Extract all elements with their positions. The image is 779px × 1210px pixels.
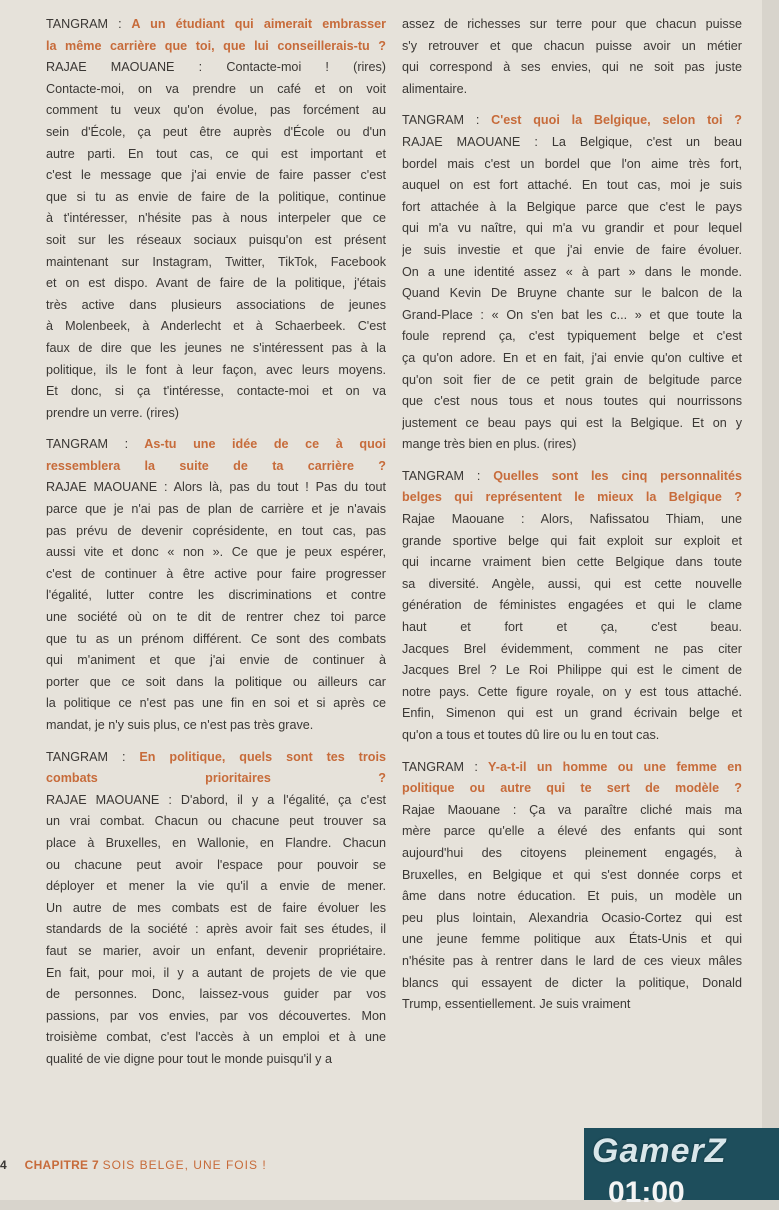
text-line [402,262,742,284]
interview-answer [402,14,742,100]
line-text: c'est le message que j'ai envie de faire passer c'est [46,168,386,183]
line-text: c'est de continuer à être active pour faire progresser [46,566,386,581]
text-line [402,682,742,704]
text-line [402,197,742,219]
text-line [402,413,742,435]
text-line [46,542,386,564]
text-line [46,747,386,769]
line-text: faux de dire que les jeunes ne s'intéressent pas à la [46,340,386,355]
line-text: une jeune femme politique aux États-Unis et qui [402,932,742,947]
text-line [402,132,742,154]
text-line [402,348,742,370]
line-text: place à Bruxelles, en Wallonie, en Flandre. Chacun [46,835,386,850]
text-line [402,821,742,843]
line-text: peu plus lointain, Alexandria Ocasio-Cortez qui est [402,910,742,925]
line-text: que c'est nous tous et nous toutes qui nourrissons [402,394,742,409]
line-text: qui incarne vraiment bien cette Belgique dans toute [402,555,742,570]
line-text: soit sur les réseaux sociaux puisqu'on est présent [46,232,386,247]
line-text: grande sportive belge qui fait exploit sur exploit et [402,533,742,548]
line-text: Enfin, Simenon qui est un grand écrivain belge et [402,706,742,721]
text-line [46,650,386,672]
line-text: politique ou autre qui te sert de modèle ? [402,781,742,796]
line-text: parce que je n'ai pas de plan de carrière et je n'avais [46,502,386,517]
line-text: génération de féministes engagées et qui le clame [402,598,742,613]
question-text: En politique, quels sont tes trois [125,749,386,764]
line-text: assez de richesses sur terre pour que chacun puisse [402,17,742,31]
text-line [46,876,386,898]
line-text: je suis investie et que j'ai envie de faire évoluer. [402,242,742,257]
interview-answer [402,800,742,1016]
line-text: maintenant sur Instagram, Twitter, TikTok, Facebook [46,254,386,269]
text-line [46,338,386,360]
text-line [46,768,386,790]
text-line [46,941,386,963]
line-text: qui m'a vu naître, qui m'a vu grandir et pour lequel [402,221,742,236]
interview-question [402,110,742,132]
text-line [402,14,742,36]
text-line [402,660,742,682]
text-line [402,218,742,240]
line-text: un vrai combat. Chacun ou chacune peut trouver sa [46,814,386,829]
text-line [46,273,386,295]
text-line [402,800,742,822]
left-column [46,14,386,1071]
text-line [402,725,742,747]
text-line [46,564,386,586]
line-text: belges qui représentent le mieux la Belgique ? [402,490,742,505]
line-text: passions, par vos envies, par vos découvertes. Mon [46,1008,386,1023]
text-line [402,973,742,995]
page-footer [0,1158,267,1178]
line-text: pas prévu de devenir coprésidente, en tout cas, pas [46,523,386,538]
text-line [46,898,386,920]
speaker-label: TANGRAM : [402,113,480,128]
line-text: fort attachée à la Belgique parce que c'est le pays [402,199,742,214]
interview-question [46,747,386,790]
interview-answer [46,790,386,1071]
line-text: très active dans plusieurs associations de jeunes [46,297,386,312]
text-line [402,370,742,392]
line-text: Quand Kevin De Bruyne chante sur le balcon de la [402,286,742,301]
line-text: notre pays. Cette figure royale, on y est tous attaché. [402,684,742,699]
line-text: ou chacune peut avoir l'espace pour pouvoir se [46,857,386,872]
text-line [46,165,386,187]
line-text: En fait, pour moi, il y a autant de projets de vie que [46,965,386,980]
text-line [402,865,742,887]
line-text: Bruxelles, en Belgique et qui s'est donnée corps et [402,867,742,882]
text-line [46,963,386,985]
line-text: auquel on est fort attaché. En tout cas, moi je suis [402,178,742,193]
text-line [46,693,386,715]
line-text: RAJAE MAOUANE : Alors là, pas du tout ! Pas du tout [46,480,386,495]
text-line [402,509,742,531]
line-text: Jacques Brel ? Le Roi Philippe qui est le ciment de [402,663,742,678]
line-text: aussi vite et donc « non ». Ce que je peux espérer, [46,545,386,560]
line-text: On a une identité assez « à part » dans le monde. [402,264,742,279]
question-text: A un étudiant qui aimerait embrasser [121,17,386,31]
line-text: qu'on soit fier de ce petit grain de belgitude parce [402,372,742,387]
line-text: sein d'École, ça peut être auprès d'École ou d'un [46,124,386,139]
interview-question [46,14,386,57]
interview-answer [46,477,386,736]
text-line [46,79,386,101]
line-text: bordel mais c'est un bordel que l'on aime très fort, [402,156,742,171]
text-line [402,595,742,617]
line-text: Rajae Maouane : Alors, Nafissatou Thiam, une [402,512,742,527]
line-text: Un autre de mes combats est de faire évoluer les [46,900,386,915]
text-line [46,36,386,58]
line-text: Contacte-moi, on va prendre un café et on voit [46,81,386,96]
text-line [46,381,386,403]
text-line [46,499,386,521]
line-text: à t'intéresser, n'hésite pas à nous interpeler que ce [46,211,386,226]
text-line [46,1049,386,1071]
text-line [46,252,386,274]
line-text: qui m'animent et que j'ai envie de continuer à [46,653,386,668]
text-line [402,574,742,596]
line-text: mandat, je n'y suis plus, ce n'est pas très grave. [46,718,314,732]
line-text: mange très bien en plus. (rires) [402,437,577,452]
interview-question [402,466,742,509]
line-text: ça qu'on adore. En et en fait, j'ai envie qu'on cultive et [402,350,742,365]
line-text: haut et fort et ça, c'est beau. [402,620,742,635]
text-line [402,886,742,908]
question-text: Y-a-t-il un homme ou une femme en [477,759,742,774]
line-text: autre parti. En tout cas, ce qui est important et [46,146,386,161]
text-line [46,855,386,877]
line-text: politique, ils le font à leur façon, avec leurs moyens. [46,362,386,377]
text-line [402,434,742,456]
text-line [46,187,386,209]
text-line [402,466,742,488]
text-line [402,778,742,800]
text-line [46,295,386,317]
line-text: combats prioritaires ? [46,771,386,786]
text-line [402,57,742,79]
text-line [402,951,742,973]
chapter-subtitle: SOIS BELGE, UNE FOIS ! [102,1158,267,1172]
line-text: âme dans notre éducation. Et puis, un modèle un [402,889,742,904]
text-line [402,487,742,509]
line-text: porter que ce soit dans la politique ou ailleurs car [46,674,386,689]
line-text: de personnes. Donc, laissez-vous guider par vos [46,987,386,1002]
line-text: mère parce qu'elle a élevé des enfants qui sont [402,824,742,839]
text-line [402,154,742,176]
text-line [46,629,386,651]
text-line [46,1006,386,1028]
line-text: la politique ce n'est pas une fin en soi et si après ce [46,696,386,711]
line-text: Rajae Maouane : Ça va paraître cliché mais ma [402,802,742,817]
text-line [402,36,742,58]
text-line [402,531,742,553]
watermark-clock: 01:00 [608,1176,685,1209]
text-line [46,811,386,833]
line-text: RAJAE MAOUANE : Contacte-moi ! (rires) [46,60,386,75]
speaker-label: TANGRAM : [46,437,129,452]
speaker-label: TANGRAM : [402,759,478,774]
text-line [46,607,386,629]
line-text: déployer et mener la vie qu'il a envie de mener. [46,879,386,894]
text-line [46,477,386,499]
line-text: n'hésite pas à rentrer dans le lard de ces vieux mâles [402,953,742,968]
watermark-overlay [584,1128,779,1209]
text-line [402,110,742,132]
text-line [402,617,742,639]
speaker-label: TANGRAM : [46,17,122,31]
text-line [46,456,386,478]
line-text: Et donc, si ça t'intéresse, contacte-moi et on va [46,384,386,399]
line-text: qui correspond à ses envies, qui ne soit pas juste [402,60,742,75]
chapter-label: CHAPITRE 7 [24,1158,99,1172]
text-line [46,100,386,122]
line-text: aujourd'hui des citoyens pleinement engagés, à [402,845,742,860]
line-text: que tu as un prénom différent. Ce sont des combats [46,631,386,646]
speaker-label: TANGRAM : [46,749,126,764]
line-text: que si tu as envie de faire de la politique, continue [46,189,386,204]
line-text: qu'on a tous et toutes dû lire ou lu en tout cas. [402,728,660,742]
line-text: RAJAE MAOUANE : La Belgique, c'est un beau [402,134,742,149]
line-text: justement ce beau pays qui est la Belgique. Et on y [402,415,742,430]
text-line [46,434,386,456]
line-text: prendre un verre. (rires) [46,405,179,420]
text-line [46,230,386,252]
line-text: troisième combat, c'est l'accès à un emploi et à une [46,1030,386,1045]
text-line [402,703,742,725]
text-line [46,919,386,941]
text-line [46,14,386,36]
line-text: Trump, essentiellement. Je suis vraiment [402,997,631,1012]
question-text: Quelles sont les cinq personnalités [480,468,742,483]
text-line [46,715,386,737]
text-line [402,994,742,1016]
text-line [46,360,386,382]
line-text: sa diversité. Angèle, aussi, qui est cette nouvelle [402,576,742,591]
line-text: la même carrière que toi, que lui conseillerais-tu ? [46,38,386,53]
line-text: RAJAE MAOUANE : D'abord, il y a l'égalité, ça c'est [46,792,386,807]
text-line [46,521,386,543]
line-text: l'égalité, lutter contre les discriminations et contre [46,588,386,603]
text-line [402,757,742,779]
text-line [402,175,742,197]
text-line [46,672,386,694]
interview-answer [402,132,742,456]
text-line [402,283,742,305]
line-text: Jacques Brel évidemment, comment ne pas citer [402,641,742,656]
speaker-label: TANGRAM : [402,468,481,483]
text-line [402,639,742,661]
question-text: As-tu une idée de ce à quoi [128,437,386,452]
text-line [46,403,386,425]
text-line [46,144,386,166]
text-line [402,391,742,413]
line-text: alimentaire. [402,81,468,96]
question-text: C'est quoi la Belgique, selon toi ? [479,113,742,128]
text-line [46,1027,386,1049]
text-line [46,208,386,230]
text-line [402,326,742,348]
interview-question [46,434,386,477]
text-line [402,305,742,327]
text-line [46,833,386,855]
right-column [402,14,742,1016]
text-line [46,57,386,79]
line-text: Grand-Place : « On s'en bat les c... » et que toute la [402,307,742,322]
text-line [402,843,742,865]
text-line [46,316,386,338]
line-text: et on est dispo. Avant de faire de la politique, j'étais [46,276,386,291]
text-line [402,79,742,101]
text-line [46,122,386,144]
watermark-logo: GamerZ [592,1132,727,1170]
page-number: 4 [0,1158,7,1172]
line-text: s'y retrouver et que chacun puisse avoir un métier [402,38,742,53]
line-text: foule reprend ça, c'est typiquement belge et c'est [402,329,742,344]
line-text: blancs qui essayent de dicter la politique, Donald [402,975,742,990]
line-text: une société où on te dit de rentrer chez toi parce [46,610,386,625]
line-text: ressemblera la suite de ta carrière ? [46,458,386,473]
line-text: à Molenbeek, à Anderlecht et à Schaerbeek. C'est [46,319,386,334]
interview-answer [46,57,386,424]
text-line [402,929,742,951]
text-line [46,585,386,607]
text-line [402,908,742,930]
line-text: faut se marier, avoir un enfant, devenir propriétaire. [46,943,386,958]
line-text: standards de la société : après avoir fait ses études, il [46,922,386,937]
interview-answer [402,509,742,747]
line-text: comment tu veux qu'on évolue, pas forcément au [46,103,386,118]
text-line [46,790,386,812]
text-line [402,552,742,574]
text-line [402,240,742,262]
line-text: qualité de vie digne pour tout le monde puisqu'il y a [46,1051,332,1066]
text-line [46,984,386,1006]
interview-question [402,757,742,800]
